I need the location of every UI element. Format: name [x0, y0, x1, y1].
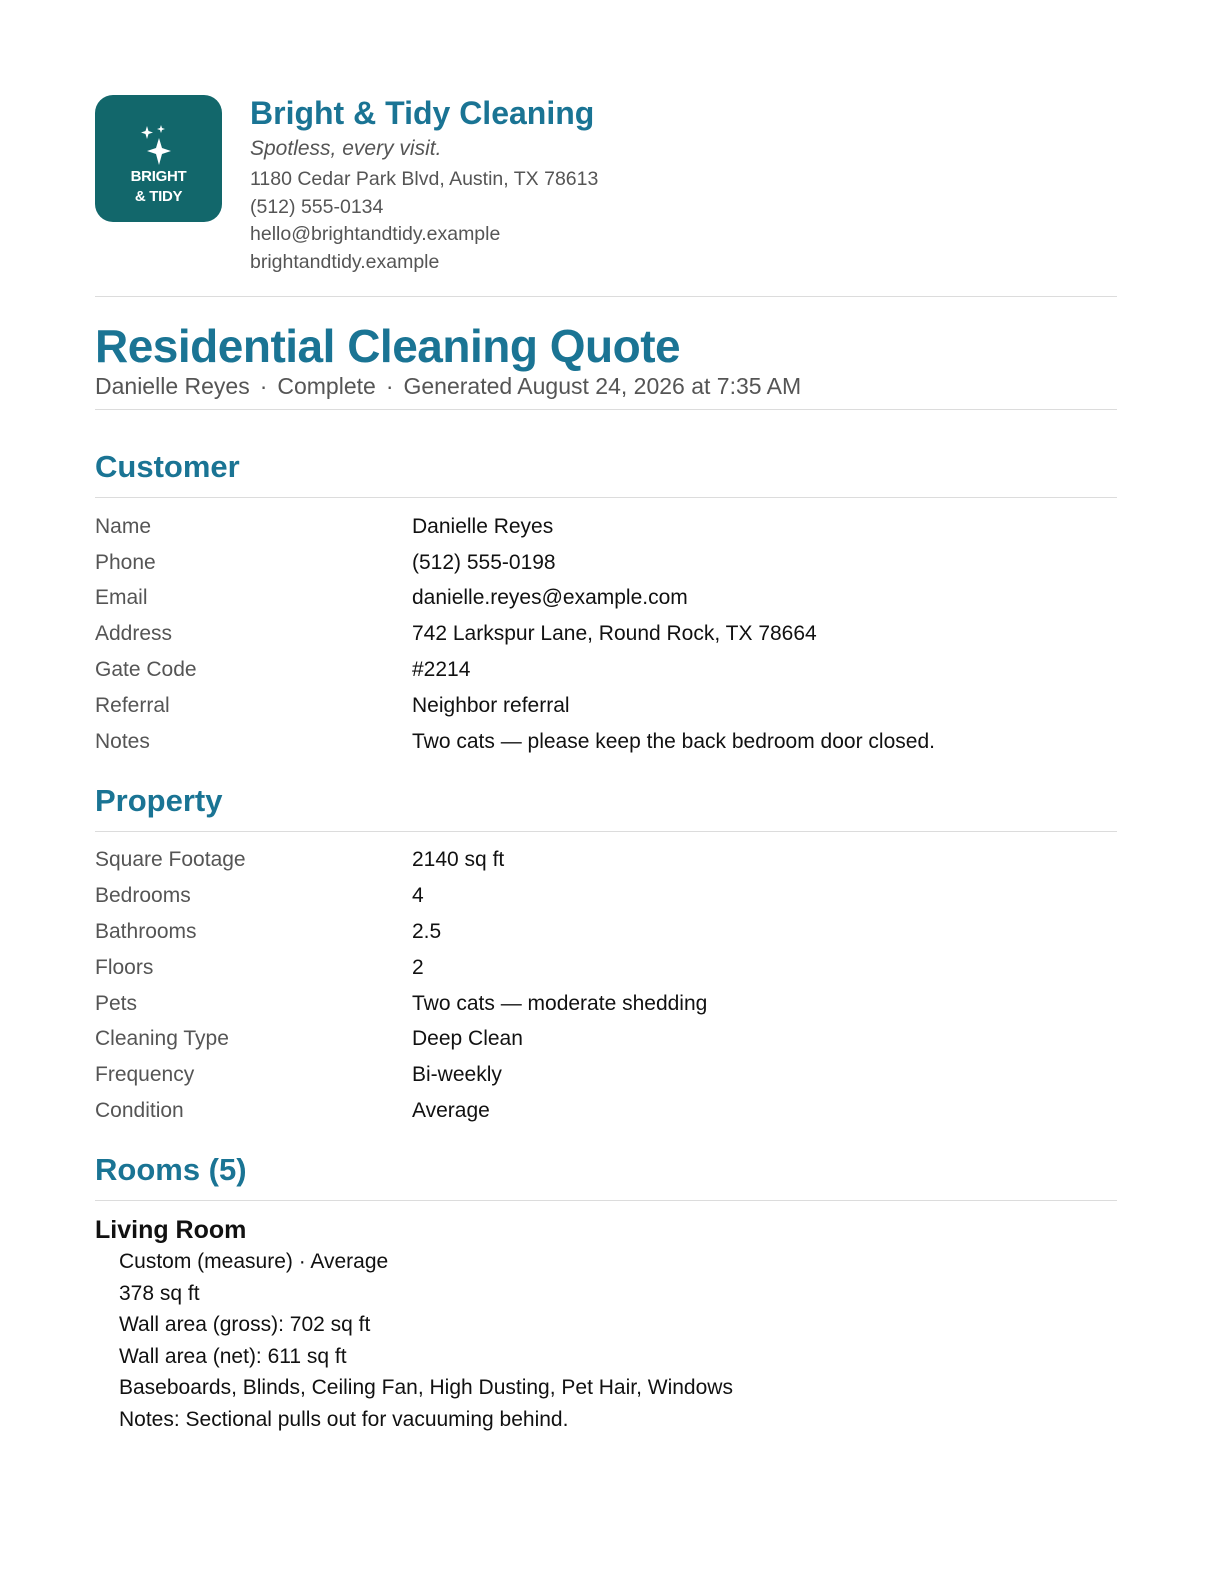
field-value: Average: [412, 1099, 490, 1123]
logo-text-line-2: & TIDY: [134, 188, 183, 205]
field-value: danielle.reyes@example.com: [412, 586, 688, 610]
page-title: Residential Cleaning Quote: [95, 320, 681, 372]
property-table: [95, 843, 1117, 1129]
room-notes: Notes: Sectional pulls out for vacuuming behind.: [119, 1407, 569, 1431]
field-label: Address: [95, 622, 173, 646]
quote-meta: [95, 371, 1117, 401]
field-label: Square Footage: [95, 848, 246, 872]
title-divider: [95, 409, 1117, 410]
field-label: Gate Code: [95, 658, 197, 682]
meta-customer-name: Danielle Reyes: [95, 373, 250, 399]
company-info: [250, 95, 598, 276]
company-email: hello@brightandtidy.example: [250, 223, 501, 245]
field-label: Floors: [95, 955, 154, 979]
field-row: [95, 914, 1117, 950]
section-heading-rooms: Rooms (5): [95, 1151, 247, 1187]
meta-generated: Generated August 24, 2026 at 7:35 AM: [403, 373, 802, 399]
field-label: Frequency: [95, 1063, 195, 1087]
field-label: Email: [95, 586, 148, 610]
meta-status: Complete: [277, 373, 376, 399]
field-label: Pets: [95, 991, 138, 1015]
room-detail-line: 378 sq ft: [119, 1281, 200, 1305]
field-row: [95, 581, 1117, 617]
field-value: (512) 555-0198: [412, 550, 556, 574]
room-details: [95, 1246, 1117, 1436]
customer-table: [95, 509, 1117, 760]
field-value: Bi-weekly: [412, 1063, 502, 1087]
company-name: Bright & Tidy Cleaning: [250, 95, 595, 131]
field-row: [95, 724, 1117, 760]
company-logo: [95, 95, 222, 222]
room-detail-line: Baseboards, Blinds, Ceiling Fan, High Dusting, Pet Hair, Windows: [119, 1376, 733, 1400]
company-phone: (512) 555-0134: [250, 195, 384, 218]
field-row: [95, 616, 1117, 652]
room-entry: [95, 1214, 1117, 1436]
meta-separator: ·: [259, 373, 268, 399]
field-value: 2.5: [412, 920, 442, 944]
field-label: Condition: [95, 1099, 184, 1123]
field-row: [95, 545, 1117, 581]
sparkles-icon: [137, 124, 181, 168]
field-row: [95, 986, 1117, 1022]
quote-page: [95, 95, 1117, 1436]
field-row: [95, 1057, 1117, 1093]
field-label: Referral: [95, 693, 170, 717]
header-divider: [95, 296, 1117, 297]
room-name: Living Room: [95, 1215, 247, 1244]
field-row: [95, 950, 1117, 986]
field-label: Name: [95, 514, 152, 538]
field-row: [95, 1022, 1117, 1058]
field-label: Cleaning Type: [95, 1027, 229, 1051]
company-tagline: Spotless, every visit.: [250, 137, 442, 160]
field-value: 4: [412, 884, 424, 908]
field-label: Bedrooms: [95, 884, 191, 908]
field-row: [95, 1093, 1117, 1129]
section-divider: [95, 1200, 1117, 1201]
room-detail-line: Custom (measure) · Average: [119, 1249, 389, 1273]
field-value: 742 Larkspur Lane, Round Rock, TX 78664: [412, 622, 817, 646]
field-value: Neighbor referral: [412, 693, 570, 717]
company-website: brightandtidy.example: [250, 250, 440, 273]
company-address: 1180 Cedar Park Blvd, Austin, TX 78613: [250, 168, 599, 190]
field-value: Danielle Reyes: [412, 514, 554, 538]
field-row: [95, 878, 1117, 914]
field-value: 2: [412, 955, 424, 979]
company-header: [95, 95, 1117, 276]
section-heading-customer: Customer: [95, 449, 240, 484]
field-value: Deep Clean: [412, 1027, 523, 1051]
meta-separator: ·: [385, 373, 394, 399]
section-divider: [95, 831, 1117, 832]
field-value: #2214: [412, 658, 471, 682]
room-detail-line: Wall area (net): 611 sq ft: [119, 1344, 347, 1368]
section-heading-property: Property: [95, 782, 223, 818]
field-row: [95, 688, 1117, 724]
field-label: Bathrooms: [95, 920, 197, 944]
field-value: 2140 sq ft: [412, 848, 505, 872]
field-label: Phone: [95, 550, 156, 574]
logo-text-line-1: BRIGHT: [130, 168, 187, 185]
room-detail-line: Wall area (gross): 702 sq ft: [119, 1313, 371, 1337]
field-row: [95, 652, 1117, 688]
field-value: Two cats — moderate shedding: [412, 991, 708, 1015]
field-label: Notes: [95, 729, 150, 753]
field-row: [95, 509, 1117, 545]
field-row: [95, 843, 1117, 879]
field-value: Two cats — please keep the back bedroom door closed.: [412, 729, 935, 753]
section-divider: [95, 497, 1117, 498]
